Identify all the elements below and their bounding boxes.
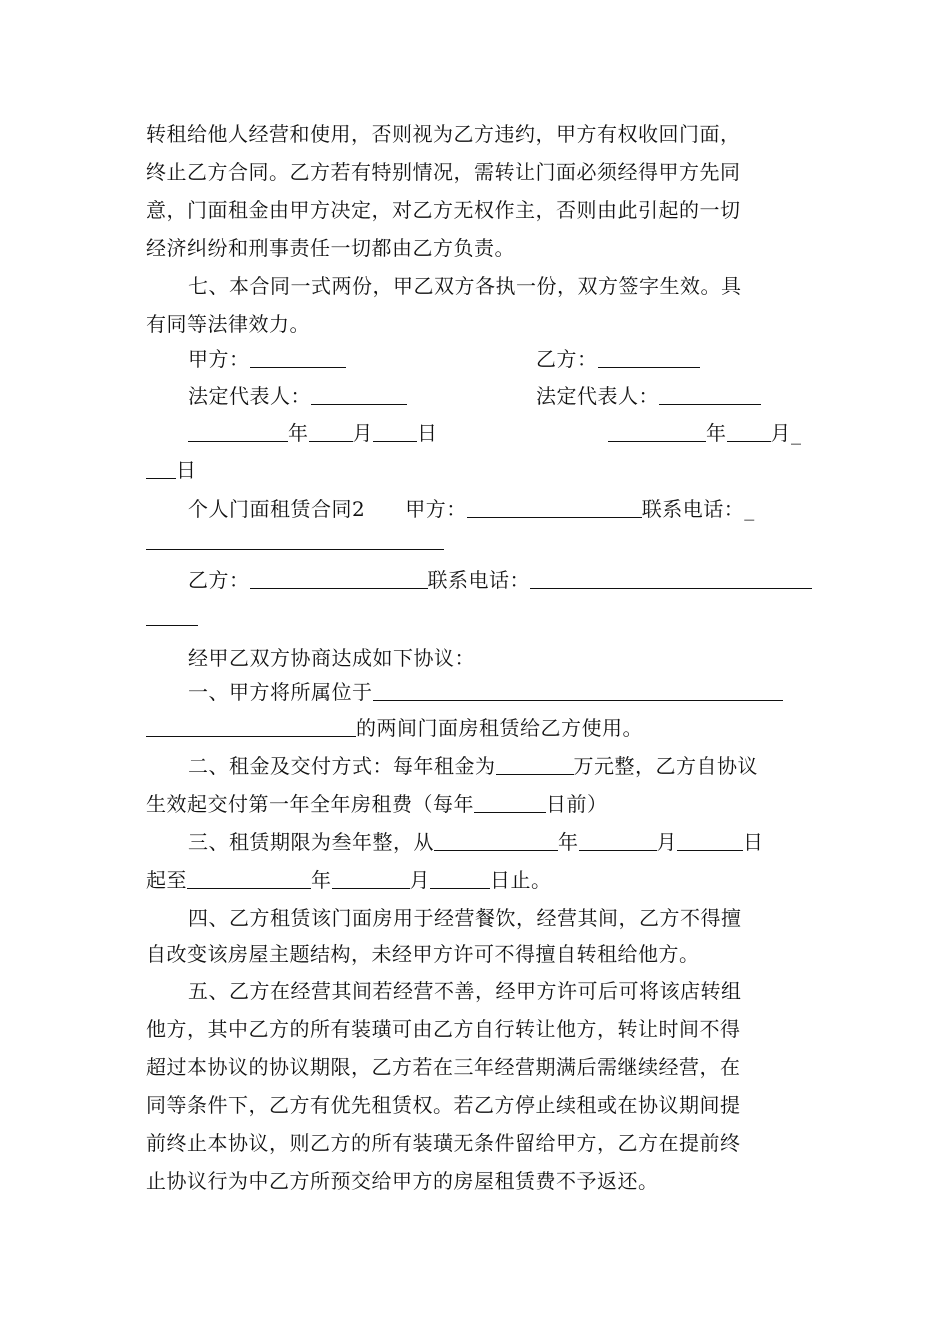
contract-2-title: 个人门面租赁合同2 [188,497,366,521]
rent-amount-blank[interactable] [496,754,574,775]
start-year-blank[interactable] [434,830,558,851]
party-b-blank[interactable] [250,568,428,589]
party-a-label: 甲方： [405,497,467,521]
phone-tail: _ [744,497,755,521]
contract-2-header [188,495,755,523]
month-label: 月 [409,868,430,892]
paragraph-line: 转租给他人经营和使用，否则视为乙方违约，甲方有权收回门面， [146,122,741,146]
clause-3-line [146,866,552,894]
party-a-label: 甲方： [188,347,250,371]
paragraph-line: 意，门面租金由甲方决定，对乙方无权作主，否则由此引起的一切 [146,198,741,222]
rep-b-blank[interactable] [659,384,761,405]
year-blank[interactable] [608,421,706,442]
clause-4-line: 四、乙方租赁该门面房用于经营餐饮，经营其间，乙方不得擅 [188,906,742,930]
clause-2-line [188,752,758,780]
month-blank[interactable] [309,421,353,442]
year-label: 年 [706,421,727,445]
clause-5-line: 前终止本协议，则乙方的所有装璜无条件留给甲方，乙方在提前终 [146,1131,741,1155]
clause-5-line: 同等条件下，乙方有优先租赁权。若乙方停止续租或在协议期间提 [146,1093,741,1117]
signature-rep-a [188,382,407,410]
phone-blank[interactable] [530,568,812,589]
rep-a-label: 法定代表人： [188,384,311,408]
month-label: 月_ [770,421,802,445]
signature-party-b [536,345,700,373]
day-blank[interactable] [373,421,417,442]
payment-date-blank[interactable] [474,792,546,813]
party-a-blank[interactable] [250,347,346,368]
year-label: 年 [558,830,579,854]
clause-4-line: 自改变该房屋主题结构，未经甲方许可不得擅自转租给他方。 [146,942,700,966]
clause-5-line: 他方，其中乙方的所有装璜可由乙方自行转让他方，转让时间不得 [146,1017,741,1041]
clause-3-text: 三、租赁期限为叁年整，从 [188,830,434,854]
clause-2-text: 生效起交付第一年全年房租费（每年 [146,792,474,816]
agreement-intro: 经甲乙双方协商达成如下协议： [188,646,475,670]
clause-2-line [146,790,608,818]
location-blank[interactable] [373,680,783,701]
day-label: 日 [417,421,438,445]
contract-2-party-b [188,566,812,594]
clause-1-line [188,678,783,706]
clause-5-line: 止协议行为中乙方所预交给甲方的房屋租赁费不予返还。 [146,1169,659,1193]
clause-7-line: 七、本合同一式两份，甲乙双方各执一份，双方签字生效。具 [188,274,742,298]
location-blank[interactable] [146,716,356,737]
end-month-blank[interactable] [332,868,410,889]
rep-b-label: 法定代表人： [536,384,659,408]
month-blank[interactable] [727,421,771,442]
rep-a-blank[interactable] [311,384,407,405]
clause-7-line: 有同等法律效力。 [146,312,310,336]
clause-3-text: 起至 [146,868,187,892]
party-b-blank[interactable] [598,347,700,368]
month-label: 月 [352,421,373,445]
party-b-label: 乙方： [536,347,598,371]
paragraph-line: 终止乙方合同。乙方若有特别情况，需转让门面必须经得甲方先同 [146,160,741,184]
year-label: 年 [288,421,309,445]
phone-blank-wrap[interactable] [146,625,198,626]
end-day-blank[interactable] [430,868,490,889]
clause-1-text: 的两间门面房租赁给乙方使用。 [356,716,643,740]
party-a-blank[interactable] [467,497,642,518]
day-blank[interactable] [146,458,176,479]
party-b-label: 乙方： [188,568,250,592]
signature-date-b-wrap [146,456,197,484]
year-label: 年 [311,868,332,892]
clause-2-text: 日前） [546,792,608,816]
clause-3-text: 日止。 [490,868,552,892]
phone-label: 联系电话： [427,568,530,592]
day-label: 日 [743,830,764,854]
start-day-blank[interactable] [677,830,743,851]
clause-5-line: 超过本协议的协议期限，乙方若在三年经营期满后需继续经营，在 [146,1055,741,1079]
month-label: 月 [656,830,677,854]
signature-party-a [188,345,346,373]
paragraph-line: 经济纠纷和刑事责任一切都由乙方负责。 [146,236,515,260]
phone-blank[interactable] [146,549,444,550]
clause-2-text: 万元整，乙方自协议 [573,754,758,778]
start-month-blank[interactable] [579,830,657,851]
signature-date-a [188,419,438,447]
signature-rep-b [536,382,761,410]
end-year-blank[interactable] [187,868,311,889]
clause-5-line: 五、乙方在经营其间若经营不善，经甲方许可后可将该店转组 [188,979,742,1003]
clause-1-line [146,714,643,742]
day-label: 日 [176,458,197,482]
clause-3-line [188,828,764,856]
year-blank[interactable] [188,421,288,442]
clause-2-text: 二、租金及交付方式：每年租金为 [188,754,496,778]
signature-date-b [608,419,802,447]
phone-label: 联系电话： [641,497,745,521]
clause-1-text: 一、甲方将所属位于 [188,680,373,704]
